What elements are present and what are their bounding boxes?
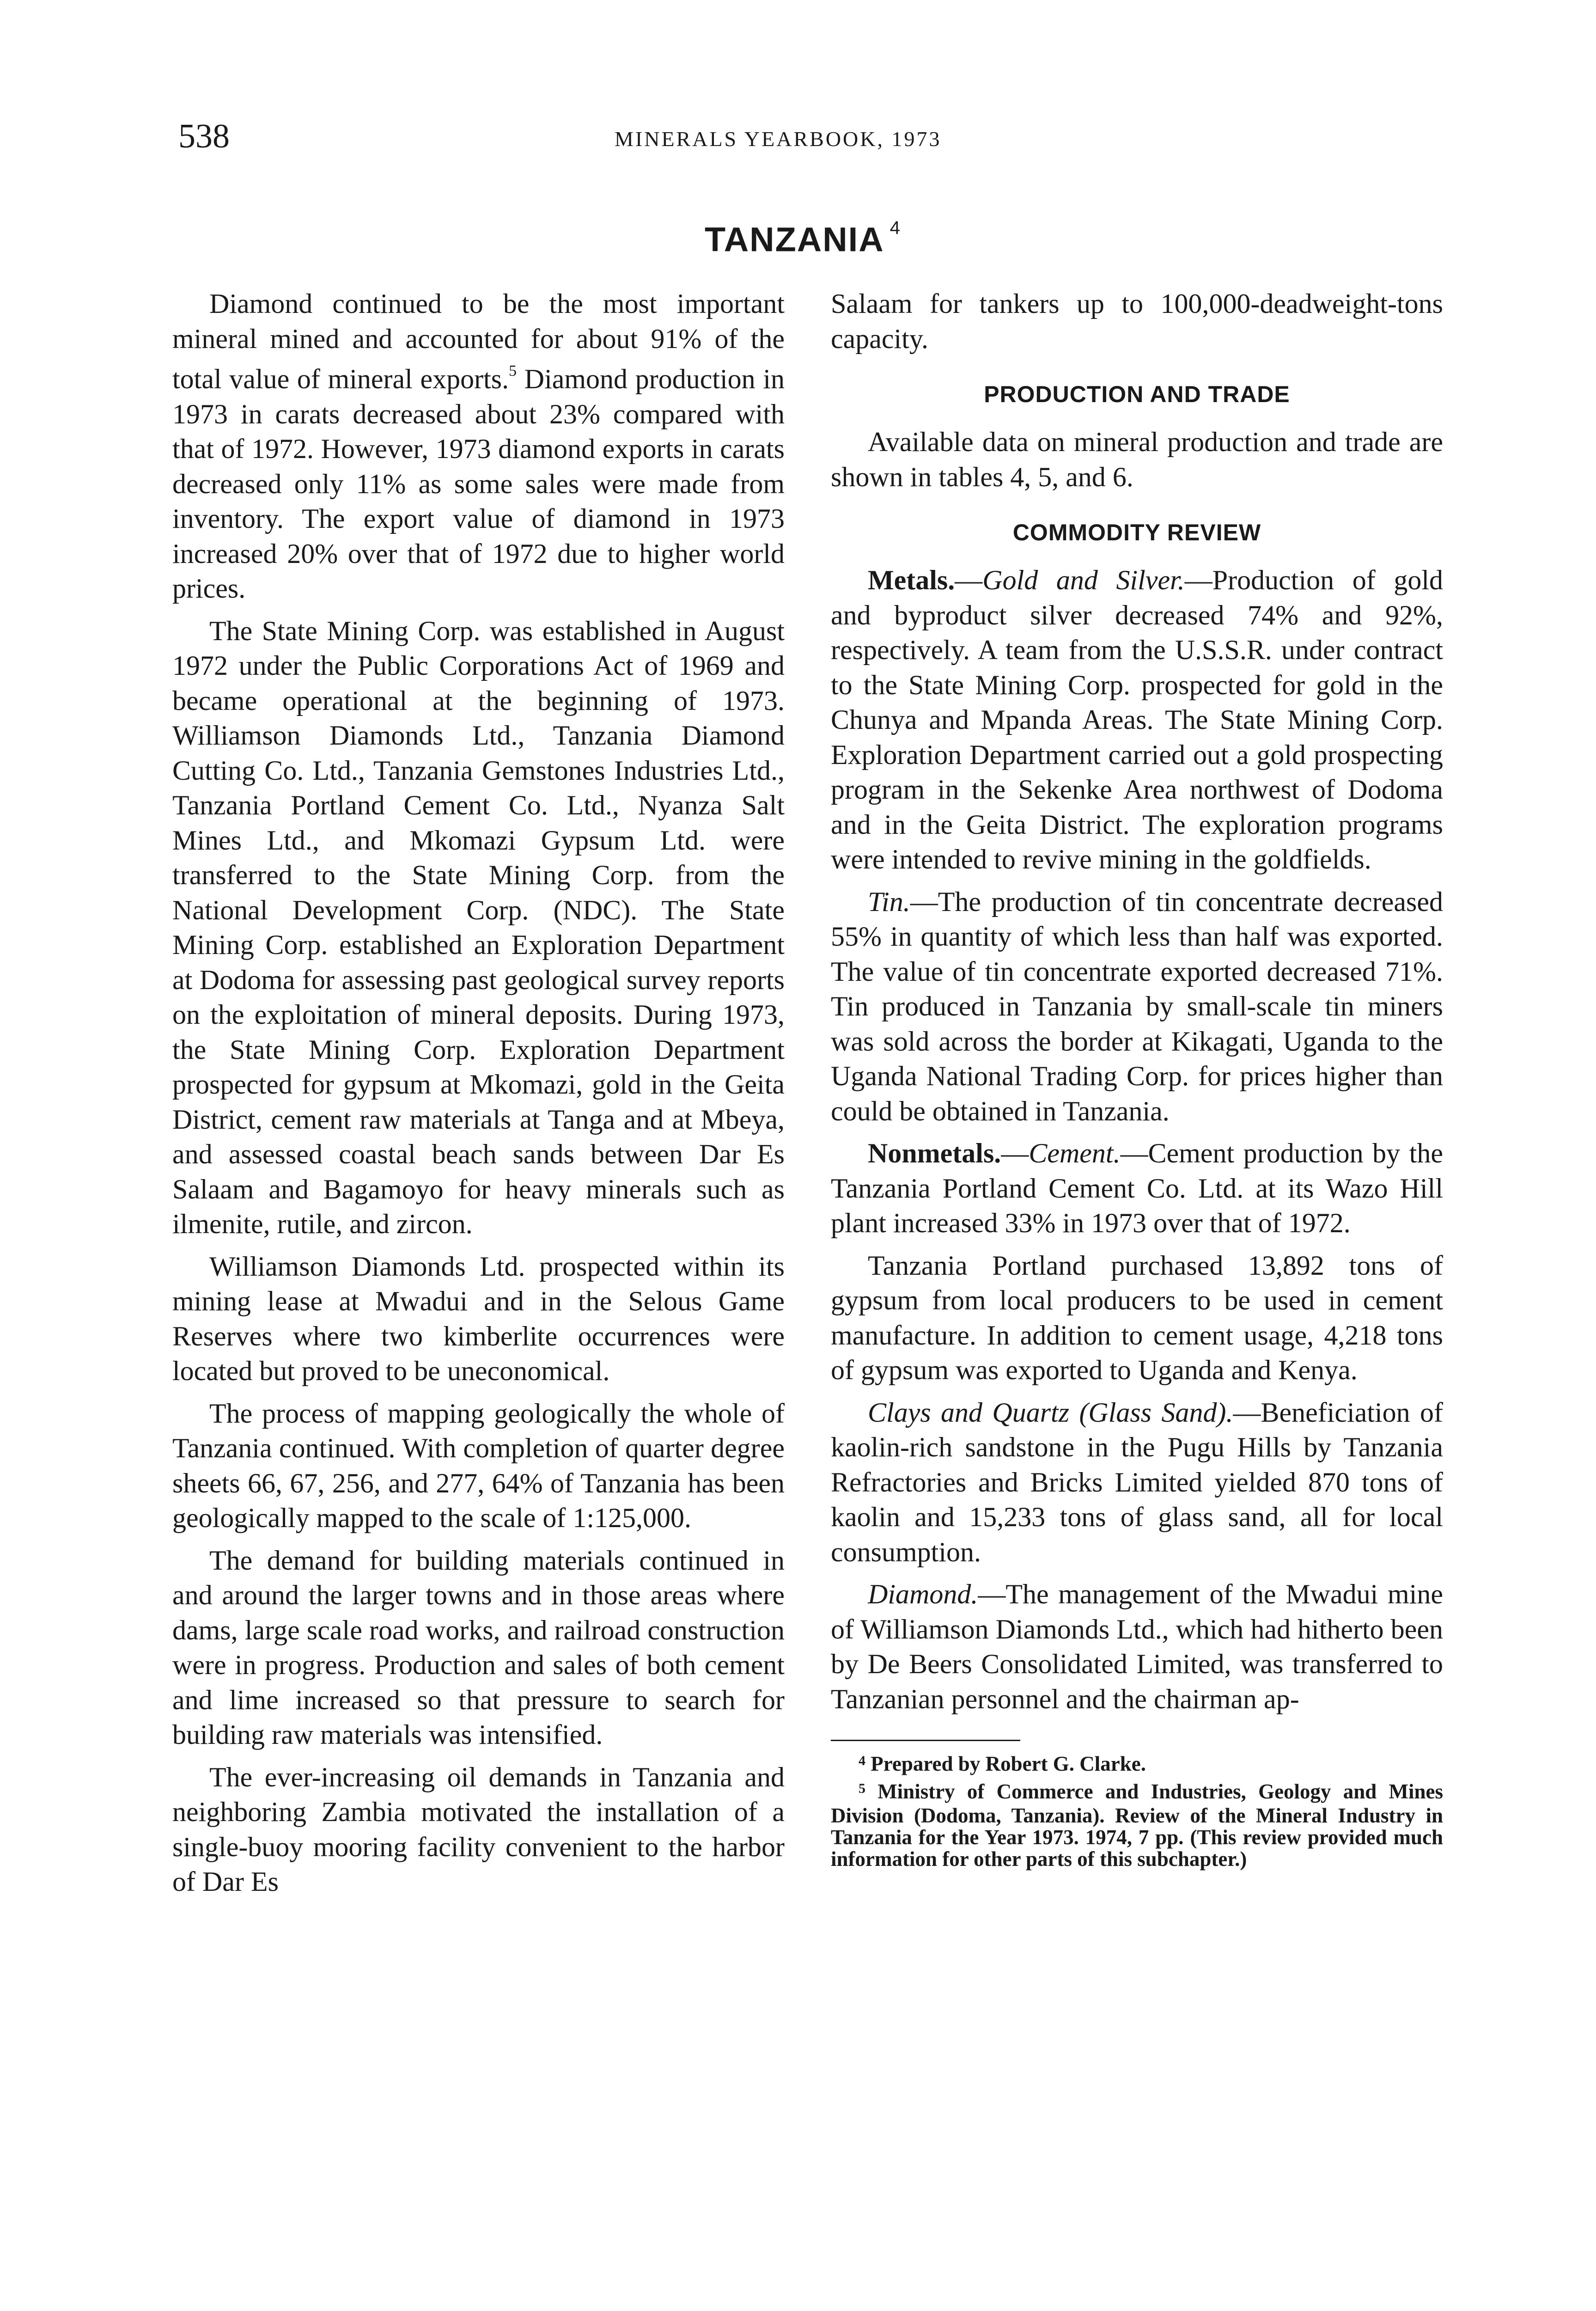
section-title-text: TANZANIA <box>705 220 884 259</box>
paragraph-tin: Tin.—The production of tin concentrate decreased 55% in quantity of which less than half was exported. The value of tin concentrate exported decreased 71%. Tin produced in Tanzania by small-scale tin miners was sold across the border at Kikagati, Uganda to the Uganda National Trading Corp. for prices higher than could be obtained in Tanzania. <box>831 886 1443 1126</box>
label-diamond: Diamond. <box>868 1579 978 1609</box>
right-column <box>831 287 1443 1874</box>
footnote-text: Ministry of Commerce and Industries, Geology and Mines Division (Dodoma, Tanzania). Review of the Mineral Industry in Tanzania for the Year 1973. 1974, 7 pp. (This review provided much information for other parts of this subchapter.) <box>831 1780 1443 1871</box>
label-cement: Cement. <box>1029 1138 1121 1168</box>
page-header <box>0 116 1596 157</box>
heading-production-trade: PRODUCTION AND TRADE <box>984 381 1290 407</box>
paragraph-gold-silver: Metals.—Gold and Silver.—Production of gold and byproduct silver decreased 74% and 92%, respectively. A team from the U.S.S.R. under contract to the State Mining Corp. prospected for gold in the Chunya and Mpanda Areas. The State Mining Corp. Exploration Department carried out a gold prospecting program in the Sekenke Area northwest of Dodoma and in the Geita District. The exploration programs were intended to revive mining in the goldfields. <box>831 565 1443 874</box>
label-tin: Tin. <box>868 886 910 917</box>
running-head: MINERALS YEARBOOK, 1973 <box>615 127 942 151</box>
paragraph-text: The management of the Mwadui mine of Williamson Diamonds Ltd., which had hitherto been by De Beers Consolidated Limited, was transferred to Tanzanian personnel and the chairman ap- <box>831 1579 1443 1714</box>
footnote-text: Prepared by Robert G. Clarke. <box>871 1752 1146 1775</box>
paragraph-cement: Nonmetals.—Cement.—Cement production by the Tanzania Portland Cement Co. Ltd. at its Wazo Hill plant increased 33% in 1973 over that of 1972. <box>831 1138 1443 1238</box>
paragraph-continuation: Salaam for tankers up to 100,000-deadweight-tons capacity. <box>831 288 1443 354</box>
paragraph-text: Diamond continued to be the most important mineral mined and accounted for about 91% of the total value of mineral exports. <box>172 288 785 394</box>
paragraph-text: Production of gold and byproduct silver decreased 74% and 92%, respectively. A team from the U.S.S.R. under contract to the State Mining Corp. prospected for gold in the Chunya and Mpanda Areas. The State Mining Corp. Exploration Department carried out a gold prospecting program in the Sekenke Area northwest of Dodoma and in the Geita District. The exploration programs were intended to revive mining in the goldfields. <box>831 565 1443 874</box>
paragraph-text: Cement production by the Tanzania Portland Cement Co. Ltd. at its Wazo Hill plant increased 33% in 1973 over that of 1972. <box>831 1138 1443 1238</box>
footnote-mark: 5 <box>859 1781 865 1796</box>
label-metals: Metals. <box>868 565 955 595</box>
paragraph-production: Available data on mineral production and trade are shown in tables 4, 5, and 6. <box>831 427 1443 492</box>
paragraph-williamson: Williamson Diamonds Ltd. prospected within its mining lease at Mwadui and in the Selous Game Reserves where two kimberlite occurrences were located but proved to be uneconomical. <box>172 1251 785 1386</box>
heading-commodity-review: COMMODITY REVIEW <box>1012 520 1261 545</box>
paragraph-clays: Clays and Quartz (Glass Sand).—Beneficiation of kaolin-rich sandstone in the Pugu Hills by Tanzania Refractories and Bricks Limited yielded 870 tons of kaolin and 15,233 tons of glass sand, all for local consumption. <box>831 1397 1444 1567</box>
footnote-mark: 4 <box>859 1753 865 1768</box>
paragraph-text: The production of tin concentrate decreased 55% in quantity of which less than half was exported. The value of tin concentrate exported decreased 71%. Tin produced in Tanzania by small-scale tin miners was sold across the border at Kikagati, Uganda to the Uganda National Trading Corp. for prices higher than could be obtained in Tanzania. <box>831 886 1443 1126</box>
paragraph-text: Diamond production in 1973 in carats decreased about 23% compared with that of 1972. However, 1973 diamond exports in carats decreased only 11% as some sales were made from inventory. The export value of diamond in 1973 increased 20% over that of 1972 due to higher world prices. <box>172 364 785 604</box>
label-clays-quartz: Clays and Quartz (Glass Sand). <box>868 1397 1233 1428</box>
label-nonmetals: Nonmetals. <box>868 1138 1001 1168</box>
paragraph-oil-demand: The ever-increasing oil demands in Tanzania and neighboring Zambia motivated the installation of a single-buoy mooring facility convenient to the harbor of Dar Es <box>172 1761 785 1897</box>
paragraph-diamond: Diamond.—The management of the Mwadui mine of Williamson Diamonds Ltd., which had hitherto been by De Beers Consolidated Limited, was transferred to Tanzanian personnel and the chairman ap- <box>831 1579 1443 1714</box>
footnote-mark: 5 <box>509 362 517 379</box>
paragraph-gypsum: Tanzania Portland purchased 13,892 tons of gypsum from local producers to be used in cement manufacture. In addition to cement usage, 4,218 tons of gypsum was exported to Uganda and Kenya. <box>831 1250 1443 1385</box>
footnote-divider <box>831 1740 1020 1741</box>
paragraph-mapping: The process of mapping geologically the whole of Tanzania continued. With completion of quarter degree sheets 66, 67, 256, and 277, 64% of Tanzania has been geologically mapped to the scale of 1:125,000. <box>172 1398 785 1533</box>
paragraph-diamond-intro <box>172 287 785 606</box>
paragraph-building-materials: The demand for building materials continued in and around the larger towns and in those areas where dams, large scale road works, and railroad construction were in progress. Production and sales of both cement and lime increased so that pressure to search for building raw materials was intensified. <box>172 1545 785 1750</box>
footnote-5 <box>831 1781 1443 1870</box>
section-title <box>705 213 901 261</box>
left-column <box>172 287 785 1900</box>
page-number: 538 <box>178 117 230 155</box>
footnote-4 <box>831 1753 1443 1777</box>
title-footnote-mark: 4 <box>889 218 901 238</box>
paragraph-text: Beneficiation of kaolin-rich sandstone in the Pugu Hills by Tanzania Refractories and Bricks Limited yielded 870 tons of kaolin and 15,233 tons of glass sand, all for local consumption. <box>831 1397 1444 1567</box>
paragraph-state-mining: The State Mining Corp. was established in August 1972 under the Public Corporations Act of 1969 and became operational at the beginning of 1973. Williamson Diamonds Ltd., Tanzania Diamond Cutting Co. Ltd., Tanzania Gemstones Industries Ltd., Tanzania Portland Cement Co. Ltd., Nyanza Salt Mines Ltd., and Mkomazi Gypsum Ltd. were transferred to the State Mining Corp. from the National Development Corp. (NDC). The State Mining Corp. established an Exploration Department at Dodoma for assessing past geological survey reports on the exploitation of mineral deposits. During 1973, the State Mining Corp. Exploration Department prospected for gypsum at Mkomazi, gold in the Geita District, cement raw materials at Tanga and at Mbeya, and assessed coastal beach sands between Dar Es Salaam and Bagamoyo for heavy minerals such as ilmenite, rutile, and zircon. <box>172 615 785 1239</box>
label-gold-silver: Gold and Silver. <box>982 565 1185 595</box>
